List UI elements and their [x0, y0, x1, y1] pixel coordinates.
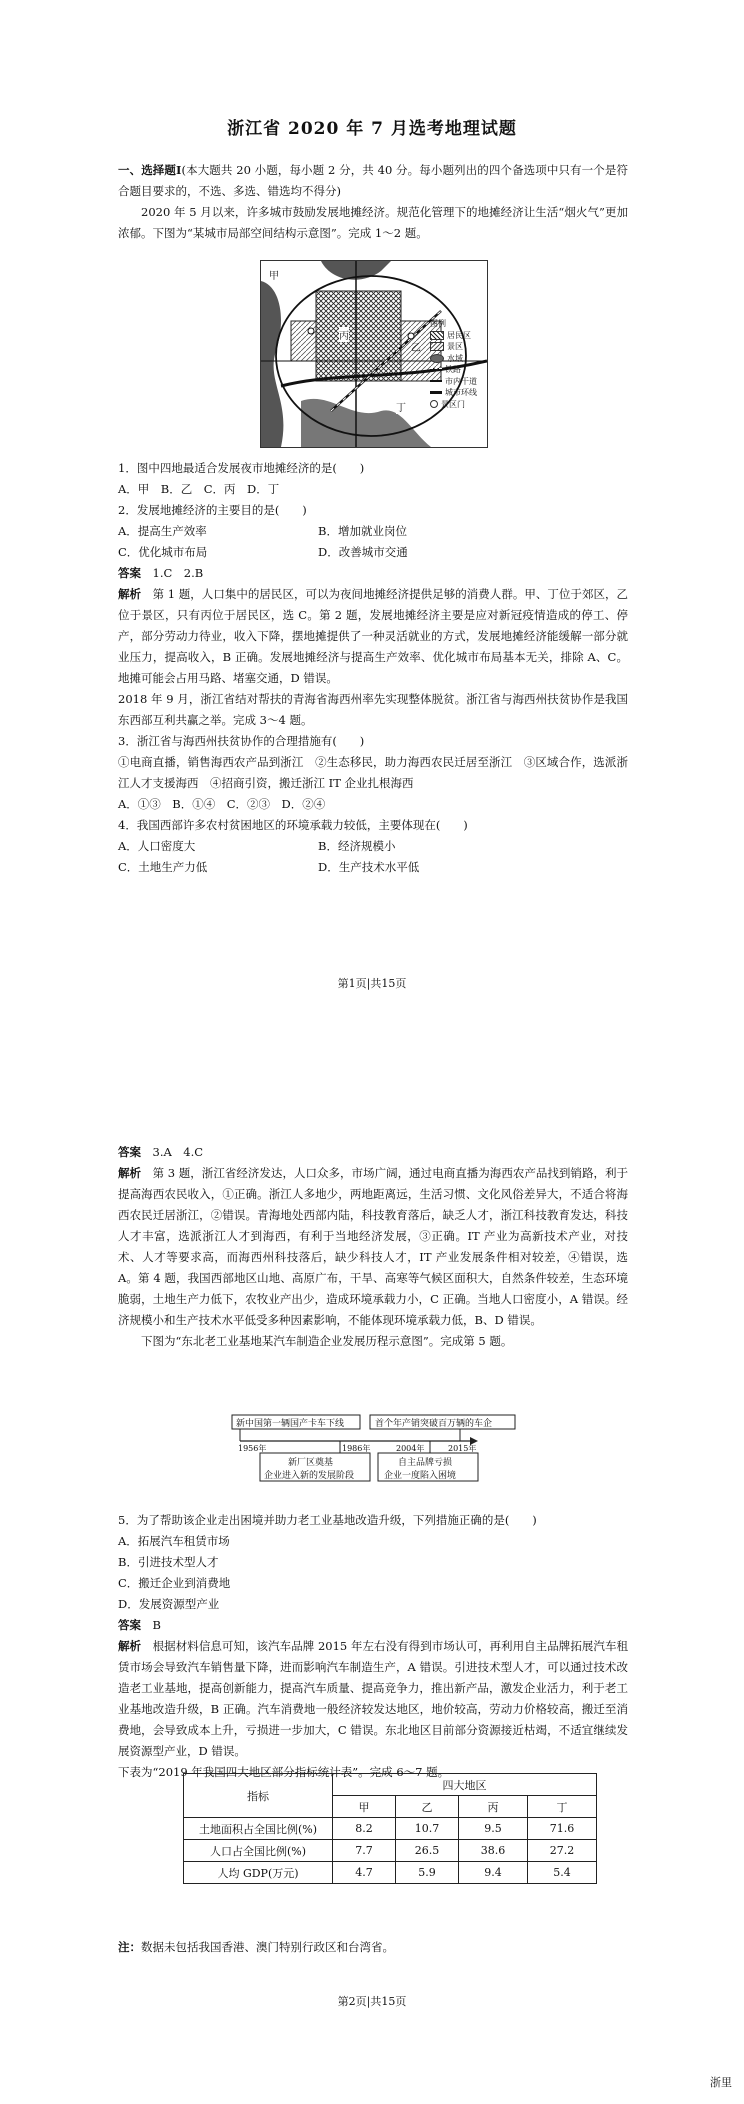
answer-5: 答案 B — [118, 1618, 161, 1632]
explanation-5: 解析 根据材料信息可知，该汽车品牌 2015 年左右没有得到市场认可，再利用自主品牌拓展汽车租赁市场会导致汽车销售量下降，进而影响汽车制造生产，A 错误。引进技术型人才，可以通过技术改造老工业基地，提高创新能力，提高汽车质量、提高竞争力，推出新产品，激发企业活力，利于老工业基地改造升级，B 正确。汽车消费地一般经济较发达地区，地价较高，劳动力价格较高，搬迁至消费地，会导致成本上升，亏损进一步加大，C 错误。东北地区目前部分资源接近枯竭，不适宜继续发展资源型产业，D 错误。 — [118, 1639, 628, 1758]
timeline-year-2015: 2015年 — [448, 1444, 477, 1453]
questions-block-1 — [118, 458, 628, 878]
question-4-options-row-2: C．土地生产力低 D．生产技术水平低 — [118, 860, 420, 874]
gate-swatch-icon — [430, 400, 438, 408]
explanation-1-2: 解析 第 1 题，人口集中的居民区，可以为夜间地摊经济提供足够的消费人群。甲、丁位于郊区，乙位于景区，只有丙位于居民区，选 C。第 2 题，发展地摊经济主要是应对新冠疫情造成的停工、停产，部分劳动力待业，收入下降，摆地摊提供了一种灵活就业的方式，发展地摊经济能缓解一部分就业压力，提高收入，B 正确。发展地摊经济与提高生产效率、优化城市布局基本无关，排除 A、C。地摊可能会占用马路、堵塞交通，D 错误。 — [118, 587, 629, 685]
timeline-year-1986: 1986年 — [342, 1444, 371, 1453]
question-3-stem: 3．浙江省与海西州扶贫协作的合理措施有( ) — [118, 734, 365, 748]
legend-item-scenic: 景区 — [430, 341, 477, 353]
timeline-year-2004: 2004年 — [396, 1444, 425, 1453]
header-region-yi: 乙 — [396, 1796, 459, 1818]
page-2-footer: 第2页|共15页 — [337, 1995, 407, 2008]
question-3-items: ①电商直播，销售海西农产品到浙江 ②生态移民，助力海西农民迁居至浙江 ③区域合作，选派浙江人才支援海西 ④招商引资，搬迁浙江 IT 企业扎根海西 — [118, 755, 628, 790]
intro-q3-4: 2018 年 9 月，浙江省结对帮扶的青海省海西州率先实现整体脱贫。浙江省与海西州扶贫协作是我国东西部互利共赢之举。完成 3～4 题。 — [118, 692, 628, 727]
header-region-jia: 甲 — [333, 1796, 396, 1818]
section-1-instructions — [118, 160, 628, 244]
legend-item-residential: 居民区 — [430, 330, 477, 342]
question-1-stem: 1．图中四地最适合发展夜市地摊经济的是( ) — [118, 461, 365, 475]
enterprise-timeline — [230, 1413, 520, 1493]
scenic-swatch-icon — [430, 342, 444, 351]
answers-block-3-4 — [118, 1142, 628, 1352]
question-5-option-a: A．拓展汽车租赁市场 — [118, 1534, 230, 1548]
timeline-event-2015-line2: 企业一度陷入困境 — [384, 1471, 457, 1481]
answer-3-4: 答案 3.A 4.C — [118, 1145, 204, 1159]
legend-item-trunk-road: 市内干道 — [430, 376, 477, 388]
question-1-options: A．甲 B．乙 C．丙 D．丁 — [118, 482, 280, 496]
map-label-ding: 丁 — [396, 399, 406, 414]
timeline-event-2015-line1: 自主品牌亏损 — [398, 1458, 453, 1468]
question-5-stem: 5．为了帮助该企业走出困境并助力老工业基地改造升级，下列措施正确的是( ) — [118, 1513, 537, 1527]
corner-watermark-text: 浙里 — [710, 2076, 732, 2089]
table-row: 人口占全国比例(%) 7.7 26.5 38.6 27.2 — [184, 1840, 597, 1862]
page-1-footer: 第1页|共15页 — [337, 977, 407, 990]
timeline-event-1986-line1: 新厂区奠基 — [288, 1458, 334, 1468]
section-description: (本大题共 20 小题，每小题 2 分，共 40 分。每小题列出的四个备选项中只有一个是符合题目要求的，不选、多选、错选均不得分) — [118, 163, 628, 198]
answer-1-2: 答案 1.C 2.B — [118, 566, 204, 580]
map-legend — [430, 318, 477, 410]
table-row: 人均 GDP(万元) 4.7 5.9 9.4 5.4 — [184, 1862, 597, 1884]
header-indicator: 指标 — [184, 1774, 333, 1818]
intro-q1-2: 2020 年 5 月以来，许多城市鼓励发展地摊经济。规范化管理下的地摊经济让生活“烟火气”更加浓郁。下图为“某城市局部空间结构示意图”。完成 1～2 题。 — [118, 205, 628, 240]
question-2-stem: 2．发展地摊经济的主要目的是( ) — [118, 503, 307, 517]
residential-swatch-icon — [430, 331, 444, 340]
question-5-option-d: D．发展资源型产业 — [118, 1597, 220, 1611]
timeline-event-1986-line2: 企业进入新的发展阶段 — [264, 1471, 355, 1481]
header-regions: 四大地区 — [333, 1774, 597, 1796]
page-title: 浙江省 2020 年 7 月选考地理试题 — [227, 119, 517, 139]
table-row: 土地面积占全国比例(%) 8.2 10.7 9.5 71.6 — [184, 1818, 597, 1840]
map-label-bing: 丙 — [339, 327, 349, 342]
timeline-event-1956: 新中国第一辆国产卡车下线 — [236, 1419, 345, 1429]
question-5-option-b: B．引进技术型人才 — [118, 1555, 219, 1569]
legend-item-water: 水域 — [430, 353, 477, 365]
question-4-stem: 4．我国西部许多农村贫困地区的环境承载力较低，主要体现在( ) — [118, 818, 468, 832]
map-label-yi: 乙 — [411, 343, 421, 354]
explanation-3-4: 解析 第 3 题，浙江省经济发达，人口众多，市场广阔，通过电商直播为海西农产品找到销路，利于提高海西农民收入，①正确。浙江人多地少，两地距离远，生活习惯、文化风俗差异大，不适合将海西农民迁居浙江，②错误。青海地处西部内陆，科技教育落后，缺乏人才，浙江科技教育发达，科技人才丰富，选派浙江人才到海西，有利于当地经济发展，③正确。IT 产业为高新技术产业，对技术、人才等要求高，而海西州科技落后，缺少科技人才，IT 产业发展条件相对较差，④错误，选 A。第 4 题，我国西部地区山地、高原广布，干旱、高寒等气候区面积大，自然条件较差，生态环境脆弱，土地生产力低下，农牧业产出少，造成环境承载力小，C 正确。当地人口密度小，A 错误。经济规模小和生产技术水平低受多种因素影响，不能体现环境承载力低，B、D 错误。 — [118, 1166, 629, 1327]
intro-q5: 下图为“东北老工业基地某汽车制造企业发展历程示意图”。完成第 5 题。 — [141, 1334, 513, 1348]
question-2-options-row-2: C．优化城市布局 D．改善城市交通 — [118, 545, 408, 559]
trunk-road-swatch-icon — [430, 380, 442, 382]
question-5-option-c: C．搬迁企业到消费地 — [118, 1576, 231, 1590]
timeline-year-1956: 1956年 — [238, 1444, 267, 1453]
question-2-options-row-1: A．提高生产效率 B．增加就业岗位 — [118, 524, 407, 538]
intro-q6-7: 下表为“2019 年我国四大地区部分指标统计表”。完成 6～7 题。 — [118, 1765, 450, 1779]
header-region-bing: 丙 — [459, 1796, 528, 1818]
railway-swatch-icon — [430, 368, 442, 371]
legend-item-ring-road: 城市环线 — [430, 387, 477, 399]
legend-item-railway: 铁路 — [430, 364, 477, 376]
header-region-ding: 丁 — [528, 1796, 597, 1818]
water-swatch-icon — [430, 354, 444, 363]
legend-item-scenic-gate: 景区门 — [430, 399, 477, 411]
legend-title: 图例 — [430, 319, 446, 328]
question-4-options-row-1: A．人口密度大 B．经济规模小 — [118, 839, 396, 853]
map-label-jia: 甲 — [269, 271, 279, 282]
question-3-options: A．①③ B．①④ C．②③ D．②④ — [118, 797, 326, 811]
ring-road-swatch-icon — [430, 391, 442, 394]
region-stats-table — [183, 1773, 597, 1884]
question-5-block — [118, 1510, 628, 1783]
table-note: 注：数据未包括我国香港、澳门特别行政区和台湾省。 — [118, 1940, 394, 1954]
timeline-event-2004: 首个年产销突破百万辆的车企 — [375, 1419, 493, 1429]
page-2 — [0, 1055, 744, 2104]
section-heading: 一、选择题Ⅰ — [118, 163, 182, 177]
